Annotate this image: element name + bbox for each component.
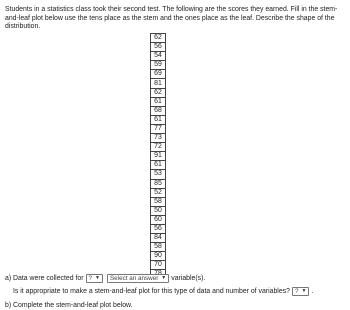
score-row — [151, 134, 166, 143]
score-row — [151, 243, 166, 252]
variable-count-select[interactable] — [86, 274, 103, 283]
variable-type-select[interactable] — [107, 274, 169, 283]
score-row — [151, 206, 166, 215]
score-row — [151, 224, 166, 233]
score-cell: 54 — [151, 52, 166, 61]
question-b: b) Complete the stem-and-leaf plot below. — [5, 302, 133, 309]
score-cell: 73 — [151, 134, 166, 143]
score-row — [151, 61, 166, 70]
score-row — [151, 34, 166, 43]
score-cell: 68 — [151, 106, 166, 115]
chevron-down-icon: ▼ — [161, 275, 167, 281]
score-cell: 62 — [151, 34, 166, 43]
score-cell: 61 — [151, 161, 166, 170]
score-row — [151, 43, 166, 52]
score-cell: 81 — [151, 79, 166, 88]
score-row — [151, 179, 166, 188]
score-row — [151, 152, 166, 161]
score-cell: 56 — [151, 43, 166, 52]
score-row — [151, 124, 166, 133]
scores-table — [150, 33, 166, 280]
score-row — [151, 215, 166, 224]
score-row — [151, 106, 166, 115]
score-row — [151, 261, 166, 270]
score-row — [151, 188, 166, 197]
score-row — [151, 79, 166, 88]
variable-type-value: Select an answer — [109, 275, 159, 282]
chevron-down-icon: ▼ — [301, 288, 307, 294]
appropriate-select[interactable] — [292, 287, 309, 296]
score-cell: 70 — [151, 261, 166, 270]
score-cell: 61 — [151, 115, 166, 124]
score-cell: 56 — [151, 224, 166, 233]
score-row — [151, 197, 166, 206]
score-cell: 72 — [151, 143, 166, 152]
problem-intro: Students in a statistics class took their second test. The following are the scores they earned. Fill in the stem-and-leaf plot below use the tens place as the stem and the ones place as the leaf. Describe the shape of the distribution. — [5, 6, 338, 31]
score-row — [151, 234, 166, 243]
score-cell: 58 — [151, 243, 166, 252]
question-a-line2: Is it appropriate to make a stem-and-leaf plot for this type of data and number of variables? — [13, 288, 290, 295]
score-row — [151, 252, 166, 261]
score-cell: 69 — [151, 70, 166, 79]
score-cell: 91 — [151, 152, 166, 161]
score-row — [151, 143, 166, 152]
score-cell: 61 — [151, 97, 166, 106]
score-row — [151, 52, 166, 61]
chevron-down-icon: ▼ — [95, 275, 100, 281]
score-row — [151, 170, 166, 179]
question-a — [5, 274, 205, 283]
question-a-line2-end: . — [311, 288, 314, 295]
question-a-suffix: variable(s). — [171, 275, 206, 282]
variable-count-value: ? — [88, 275, 93, 282]
score-cell: 62 — [151, 88, 166, 97]
score-row — [151, 97, 166, 106]
score-cell: 60 — [151, 215, 166, 224]
score-cell: 58 — [151, 197, 166, 206]
score-cell: 77 — [151, 124, 166, 133]
score-cell: 84 — [151, 234, 166, 243]
score-cell: 52 — [151, 188, 166, 197]
question-a-appropriate — [13, 287, 313, 296]
score-row — [151, 161, 166, 170]
score-row — [151, 88, 166, 97]
score-cell: 59 — [151, 61, 166, 70]
score-cell: 85 — [151, 179, 166, 188]
score-cell: 90 — [151, 252, 166, 261]
score-row — [151, 115, 166, 124]
question-a-prefix: a) Data were collected for — [5, 275, 84, 282]
score-cell: 53 — [151, 170, 166, 179]
score-row — [151, 70, 166, 79]
appropriate-value: ? — [294, 288, 299, 295]
score-cell: 50 — [151, 206, 166, 215]
